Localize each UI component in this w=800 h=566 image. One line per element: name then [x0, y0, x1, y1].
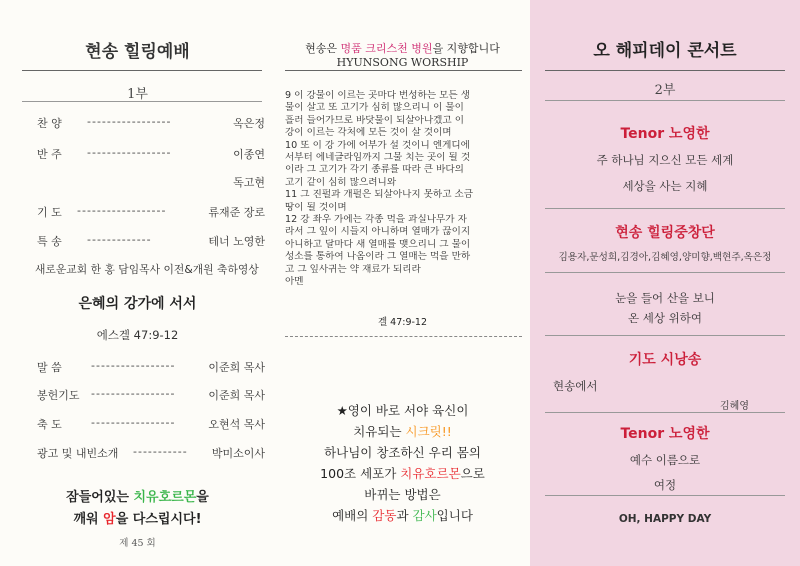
message-text: 입니다: [436, 508, 473, 523]
highlight-text: 치유호르몬: [133, 490, 197, 505]
scripture-line: 고 그 잎사귀는 약 재료가 되리라: [285, 263, 421, 275]
divider: [285, 336, 522, 337]
closing-text: 잠들어있는: [66, 490, 134, 505]
highlight-text: 암: [103, 512, 116, 527]
divider: [285, 70, 522, 71]
program-row: [37, 146, 265, 160]
row-label: 축 도: [37, 418, 62, 431]
divider: [22, 101, 262, 102]
closing-text: 을 다스립시다!: [115, 512, 202, 527]
scripture-reference: 겔 47:9-12: [377, 317, 428, 328]
scripture-line: 흘러 들어가므로 바닷물이 되살아나겠고 이: [285, 114, 465, 126]
scripture-line: 아니하고 달마다 새 열매를 맺으리니 그 물이: [285, 238, 471, 250]
row-dash: -----------------: [91, 416, 176, 429]
closing-text: 깨워: [73, 512, 104, 527]
message-line: 하나님이 창조하신 우리 몸의: [324, 445, 481, 460]
performance-title: 기도 시낭송: [628, 352, 702, 368]
scripture-line: 땅이 될 것이며: [285, 201, 347, 213]
row-value: 이준희 목사: [208, 389, 265, 402]
message-line: [275, 463, 530, 484]
message-line: [275, 421, 530, 442]
divider: [545, 100, 785, 101]
scripture-text: [285, 90, 520, 289]
divider: [22, 70, 262, 71]
row-label: 찬 양: [37, 117, 62, 130]
row-label: 말 씀: [37, 361, 62, 374]
message-text: 100조 세포가: [320, 466, 401, 481]
row-dash: -----------------: [91, 359, 176, 372]
row-value: 오현석 목사: [208, 418, 265, 431]
closing-text: 을: [196, 490, 209, 505]
song-title: OH, HAPPY DAY: [618, 513, 712, 525]
row-label: 특 송: [37, 235, 62, 248]
row-dash: -----------------: [87, 115, 172, 128]
message-text: 치유되는: [353, 424, 406, 439]
poem-title: 현송에서: [553, 379, 598, 393]
issue-number: 제 45 회: [119, 538, 156, 549]
program-row: [37, 233, 265, 247]
worship-english-title: HYUNSONG WORSHIP: [336, 56, 469, 69]
message-line: 바뀌는 방법은: [364, 487, 441, 502]
part-label: 2부: [654, 83, 676, 98]
row-value: 옥은정: [233, 117, 265, 130]
closing-line-2: [0, 508, 275, 527]
program-part1-column: [0, 0, 275, 566]
song-title: 온 세상 위하여: [628, 311, 702, 325]
scripture-line: 12 강 좌우 가에는 각종 먹을 과실나무가 자: [285, 214, 467, 226]
message-highlight: 감사: [412, 508, 437, 523]
program-row: [37, 359, 265, 373]
scripture-line: 물이 살고 또 고기가 심히 많으리니 이 물이: [285, 102, 464, 114]
scripture-line: 이라 그 고기가 각기 종류를 따라 큰 바다의: [285, 164, 464, 176]
scripture-line: 10 또 이 강 가에 어부가 설 것이니 엔게디에: [285, 139, 470, 151]
program-row: [37, 204, 265, 218]
message-highlight: 치유호르몬: [400, 466, 461, 481]
divider: [545, 495, 785, 496]
program-row: [37, 387, 265, 401]
scripture-line: 고기 같이 심히 많으려니와: [285, 176, 397, 188]
row-dash: -----------------: [87, 146, 172, 159]
program-row: [37, 115, 265, 129]
scripture-line: 라서 그 잎이 시들지 아니하며 열매가 끊이지: [285, 226, 471, 238]
song-title: 예수 이름으로: [629, 453, 701, 467]
scripture-line: 11 그 진펄과 개펄은 되살아나지 못하고 소금: [285, 189, 474, 201]
row-value: 테너 노영한: [208, 235, 265, 248]
row-dash: -----------: [133, 445, 188, 458]
divider: [545, 208, 785, 209]
scripture-line: 성소를 통하여 나옴이라 그 열매는 먹을 만하: [285, 251, 471, 263]
message-highlight: 감동: [372, 508, 397, 523]
program-row: [37, 445, 265, 459]
message-highlight: 시크릿!!: [405, 424, 452, 439]
concert-title: 오 해피데이 콘서트: [593, 41, 737, 61]
divider: [545, 272, 785, 273]
row-label: 봉헌기도: [37, 389, 80, 402]
sermon-reference: 에스겔 47:9-12: [96, 328, 179, 342]
choir-members: 김용자,문성희,김경아,김혜영,양미향,백현주,옥은정: [558, 252, 772, 263]
row-value: 독고현: [233, 176, 265, 189]
special-video: 새로운교회 한 홍 담임목사 이전&개원 축하영상: [35, 263, 259, 276]
church-motto: [275, 40, 530, 56]
row-dash: -------------: [87, 233, 152, 246]
scripture-line: 강이 이르는 각처에 모든 것이 살 것이며: [285, 127, 452, 139]
divider: [545, 70, 785, 71]
scripture-column: [275, 0, 530, 566]
row-value: 박미소이사: [211, 447, 265, 460]
motto-highlight: 명품 크리스천 병원: [340, 42, 433, 55]
message-line: [275, 505, 530, 526]
song-title: 눈을 들어 산을 보니: [615, 291, 715, 305]
poem-author: 김혜영: [720, 401, 749, 412]
message-text: 으로: [460, 466, 485, 481]
row-value: 이준희 목사: [208, 361, 265, 374]
row-value: 류재준 장로: [208, 206, 265, 219]
row-value: 이종연: [233, 148, 265, 161]
concert-part2-column: [530, 0, 800, 566]
closing-line-1: [0, 486, 275, 505]
song-title: 세상을 사는 지혜: [622, 179, 708, 193]
scripture-line: 서부터 에네글라임까지 그물 치는 곳이 될 것: [285, 152, 471, 164]
scripture-line: 아멘: [285, 276, 304, 288]
row-dash: -----------------: [91, 387, 176, 400]
worship-title: 현송 힐링예배: [85, 42, 190, 62]
message-line: ★영이 바로 서야 육신이: [336, 403, 469, 418]
program-row: [37, 416, 265, 430]
sermon-title: 은혜의 강가에 서서: [78, 296, 197, 312]
song-title: 여정: [653, 478, 677, 492]
motto-text: 현송은: [305, 42, 341, 55]
song-title: 주 하나님 지으신 모든 세계: [596, 153, 734, 167]
motto-text: 을 지향합니다: [432, 42, 500, 55]
message-text: 예배의: [332, 508, 373, 523]
program-row: [37, 174, 265, 188]
divider: [545, 412, 785, 413]
divider: [545, 335, 785, 336]
message-text: 과: [396, 508, 413, 523]
performance-title: 현송 힐링중창단: [615, 225, 715, 241]
performance-title: Tenor 노영한: [620, 426, 710, 442]
performance-title: Tenor 노영한: [620, 126, 710, 142]
row-label: 기 도: [37, 206, 62, 219]
row-label: 광고 및 내빈소개: [37, 447, 119, 460]
part-label: 1부: [127, 87, 148, 102]
row-label: 반 주: [37, 148, 62, 161]
scripture-line: 9 이 강물이 이르는 곳마다 번성하는 모든 생: [285, 90, 470, 101]
row-dash: ------------------: [77, 204, 167, 217]
